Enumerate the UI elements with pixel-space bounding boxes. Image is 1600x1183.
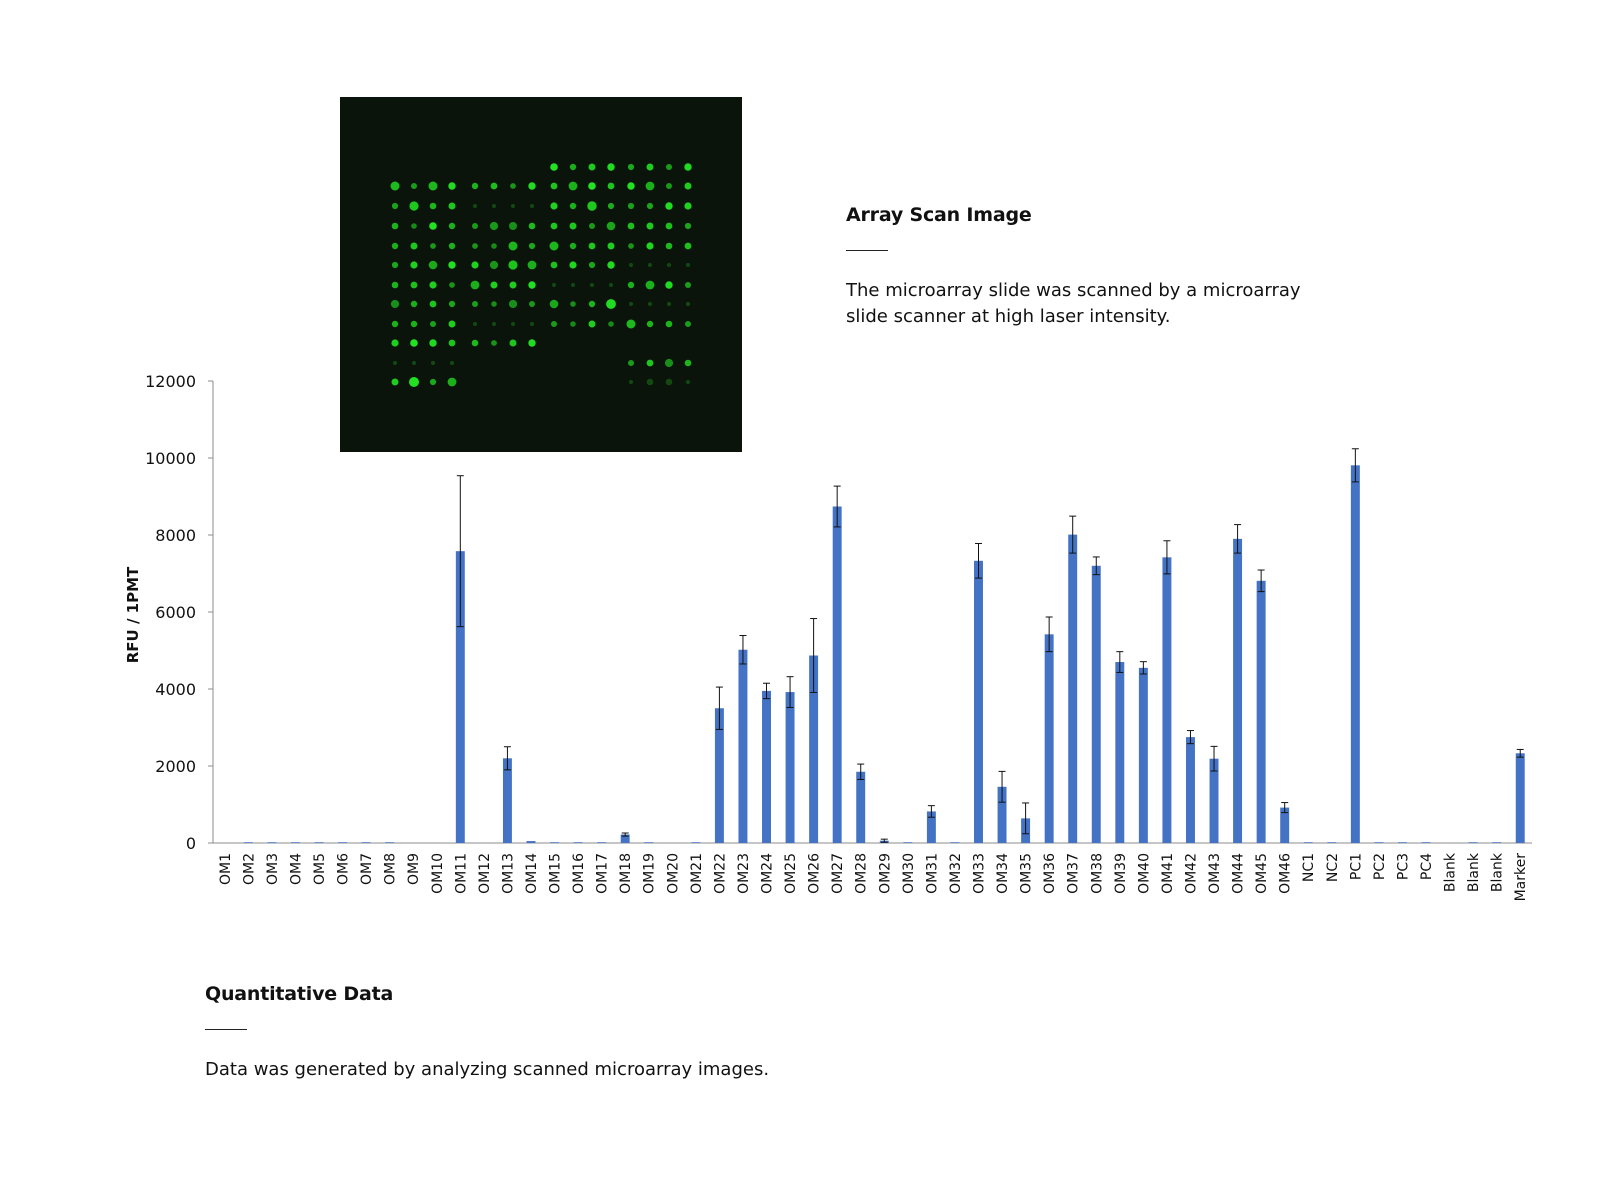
array-spot (392, 282, 399, 289)
bar (1257, 581, 1266, 843)
array-spot (685, 360, 692, 367)
bar (833, 507, 842, 843)
bar (574, 842, 583, 843)
y-tick-label: 4000 (155, 680, 196, 699)
y-tick-label: 10000 (145, 449, 196, 468)
array-spot (508, 260, 517, 269)
array-spot (647, 203, 653, 209)
array-spot (551, 321, 557, 327)
array-spot (392, 379, 399, 386)
array-spot (587, 201, 596, 210)
array-spot (510, 183, 516, 189)
array-spot (430, 203, 437, 210)
x-tick-label: OM25 (783, 853, 800, 894)
x-tick-label: OM44 (1230, 853, 1247, 894)
bar (903, 842, 912, 843)
bar (1492, 842, 1501, 843)
bar (1162, 557, 1171, 843)
y-tick-label: 8000 (155, 526, 196, 545)
array-scan-divider (846, 250, 888, 251)
x-tick-label: OM21 (688, 853, 705, 894)
x-tick-label: OM8 (382, 853, 399, 886)
array-spot (449, 223, 455, 229)
quantitative-data-divider (205, 1029, 247, 1030)
bar (1398, 842, 1407, 843)
array-spot (588, 182, 596, 190)
x-tick-label: OM4 (288, 853, 305, 886)
array-spot (606, 299, 616, 309)
bars (244, 465, 1525, 843)
array-spot (607, 222, 616, 231)
bar (1327, 842, 1336, 843)
bar (1233, 539, 1242, 843)
array-spot (431, 361, 435, 365)
array-spot (686, 302, 690, 306)
array-spot (411, 243, 418, 250)
array-spot (490, 261, 498, 269)
x-tick-label: OM15 (547, 853, 564, 894)
array-spot (410, 339, 418, 347)
array-spot (629, 302, 633, 306)
bar (315, 842, 324, 843)
bar (1186, 737, 1195, 843)
array-spot (628, 223, 635, 230)
array-spot (647, 321, 653, 327)
x-tick-label: PC1 (1348, 853, 1365, 881)
y-tick-label: 0 (185, 834, 196, 853)
array-spot (686, 380, 690, 384)
array-spot (491, 183, 498, 190)
array-spot (528, 339, 535, 346)
array-spot (449, 243, 455, 249)
array-spot (472, 243, 478, 249)
bar (738, 650, 747, 843)
array-spot (471, 281, 480, 290)
array-spot (685, 183, 692, 190)
array-spot (570, 164, 576, 170)
array-spot (569, 261, 576, 268)
x-tick-label: OM18 (618, 853, 635, 894)
array-spot (429, 182, 438, 191)
x-tick-label: OM16 (571, 853, 588, 894)
x-tick-label: PC3 (1395, 853, 1412, 881)
array-spot (449, 282, 455, 288)
array-spot (629, 263, 633, 267)
x-tick-label: OM46 (1277, 853, 1294, 894)
array-spot (627, 320, 636, 329)
x-tick-label: OM7 (359, 853, 376, 886)
array-spot (528, 261, 537, 270)
array-spot (529, 223, 536, 230)
bar (762, 691, 771, 843)
array-spot (552, 283, 556, 287)
x-tick-label: NC1 (1301, 853, 1318, 883)
x-tick-label: NC2 (1324, 853, 1341, 883)
bar (267, 842, 276, 843)
array-spot (492, 204, 496, 208)
x-tick-label: OM41 (1159, 853, 1176, 894)
array-spot (686, 263, 690, 267)
array-spot (570, 203, 576, 209)
array-spot (646, 182, 655, 191)
array-spot (449, 340, 456, 347)
bar (244, 842, 253, 843)
array-spot (429, 281, 436, 288)
y-tick-label: 6000 (155, 603, 196, 622)
x-tick-label: OM32 (947, 853, 964, 894)
array-spot (430, 321, 436, 327)
array-spot (666, 164, 672, 170)
array-spot (608, 243, 615, 250)
array-spot (607, 163, 614, 170)
array-spot (392, 243, 398, 249)
array-spot (509, 222, 517, 230)
x-tick-label: OM27 (830, 853, 847, 894)
array-spot (666, 183, 672, 189)
x-tick-label: OM33 (971, 853, 988, 894)
array-spot (646, 242, 653, 249)
array-spot (685, 223, 691, 229)
array-spot (509, 242, 518, 251)
array-spot (471, 261, 478, 268)
error-bars (457, 449, 1524, 842)
x-tick-label: OM17 (594, 853, 611, 894)
array-spot (409, 201, 418, 210)
bar (526, 841, 535, 843)
bar (1351, 465, 1360, 843)
x-tick-label: OM1 (217, 853, 234, 886)
x-tick-label: OM45 (1254, 853, 1271, 894)
array-spot (646, 281, 655, 290)
array-spot (411, 282, 418, 289)
bar (1374, 842, 1383, 843)
x-tick-label: OM2 (241, 853, 258, 886)
bar (503, 758, 512, 843)
array-spot (511, 322, 515, 326)
bar (691, 842, 700, 843)
x-tick-label: OM14 (523, 853, 540, 894)
array-spot (529, 243, 535, 249)
array-spot (472, 223, 478, 229)
bar (974, 561, 983, 843)
array-spot (473, 322, 477, 326)
bar (1516, 753, 1525, 843)
array-spot (667, 302, 671, 306)
array-spot (589, 301, 595, 307)
bar (1115, 662, 1124, 843)
array-spot (685, 243, 692, 250)
x-tick-label: OM37 (1065, 853, 1082, 894)
y-tick-label: 12000 (145, 372, 196, 391)
array-scan-image (340, 97, 742, 452)
x-tick-label: OM29 (877, 853, 894, 894)
array-spot (410, 261, 417, 268)
array-spot (648, 302, 652, 306)
array-spot (589, 262, 595, 268)
y-axis-label: RFU / 1PMT (124, 566, 142, 664)
x-tick-label: OM3 (264, 853, 281, 886)
array-spot (528, 182, 535, 189)
array-spot (590, 283, 594, 287)
array-spot (412, 361, 416, 365)
array-spot (570, 243, 576, 249)
array-spot (608, 183, 615, 190)
array-spot (551, 183, 558, 190)
x-tick-label: Marker (1513, 853, 1530, 902)
bar (1068, 535, 1077, 843)
x-tick-label: Blank (1466, 853, 1483, 893)
array-scan-title: Array Scan Image (846, 204, 1032, 226)
x-tick-label: OM28 (853, 853, 870, 894)
array-spot (608, 203, 614, 209)
array-spot (685, 321, 691, 327)
array-spot (647, 223, 654, 230)
x-tick-label: OM42 (1183, 853, 1200, 894)
array-spot (491, 243, 497, 249)
bar (856, 772, 865, 843)
array-spot (391, 339, 398, 346)
x-tick-label: OM6 (335, 853, 352, 886)
bar (1422, 842, 1431, 843)
x-tick-label: PC2 (1371, 853, 1388, 881)
x-tick-label: OM5 (311, 853, 328, 886)
array-spot (391, 300, 399, 308)
x-tick-label: OM34 (995, 853, 1012, 894)
array-spot (393, 361, 397, 365)
array-spot (509, 300, 517, 308)
array-spot (550, 163, 558, 171)
array-spot (409, 377, 419, 387)
array-spot (510, 340, 517, 347)
array-spot (411, 223, 417, 229)
array-spot (550, 202, 557, 209)
array-spot (607, 261, 614, 268)
array-spot (628, 164, 634, 170)
array-spot (449, 321, 456, 328)
array-spot (570, 321, 576, 327)
quantitative-data-title: Quantitative Data (205, 983, 394, 1005)
array-spot (666, 223, 673, 230)
x-tick-label: OM11 (453, 853, 470, 894)
array-spot (551, 223, 558, 230)
x-tick-label: OM12 (476, 853, 493, 894)
x-tick-label: OM23 (735, 853, 752, 894)
array-spot (392, 321, 398, 327)
x-tick-label: OM40 (1136, 853, 1153, 894)
array-spot (571, 283, 575, 287)
array-spot (608, 321, 614, 327)
bar (786, 692, 795, 843)
array-spot (472, 340, 479, 347)
x-tick-label: OM39 (1112, 853, 1129, 894)
bar (1304, 842, 1313, 843)
array-spot (665, 202, 672, 209)
bar (1469, 842, 1478, 843)
array-spot (491, 340, 497, 346)
array-spot (589, 164, 596, 171)
x-tick-label: OM26 (806, 853, 823, 894)
array-spot (665, 281, 672, 288)
array-spot (411, 321, 417, 327)
x-tick-label: OM20 (665, 853, 682, 894)
array-spot (530, 322, 534, 326)
array-spot (491, 301, 497, 307)
x-tick-labels (218, 852, 1529, 901)
array-spot (647, 360, 654, 367)
array-spot (570, 223, 577, 230)
array-spot (629, 380, 633, 384)
array-scan-description: The microarray slide was scanned by a microarray slide scanner at high laser intensity. (846, 280, 1301, 327)
bar (338, 842, 347, 843)
array-spot (449, 301, 455, 307)
array-spot (430, 301, 437, 308)
bar (644, 842, 653, 843)
array-spot (685, 282, 691, 288)
array-spot (550, 242, 559, 251)
array-spot (490, 222, 498, 230)
array-spot (528, 281, 535, 288)
bar (385, 842, 394, 843)
array-spot (628, 203, 634, 209)
array-spot (570, 301, 576, 307)
x-tick-label: Blank (1489, 853, 1506, 893)
quantitative-data-description: Data was generated by analyzing scanned microarray images. (205, 1059, 770, 1080)
array-spot (628, 243, 634, 249)
array-spot (450, 361, 454, 365)
array-spot (647, 164, 654, 171)
array-spot (429, 222, 437, 230)
array-spot (589, 321, 596, 328)
array-spot (492, 322, 496, 326)
x-tick-label: OM9 (406, 853, 423, 886)
array-spot (449, 203, 456, 210)
array-spot (473, 204, 477, 208)
array-spot (510, 282, 517, 289)
array-spot (529, 301, 535, 307)
bar (291, 842, 300, 843)
x-tick-label: OM30 (900, 853, 917, 894)
array-spot (589, 223, 595, 229)
array-spot (648, 263, 652, 267)
bar (1092, 566, 1101, 843)
array-spot (411, 183, 417, 189)
array-spot (628, 360, 634, 366)
x-tick-label: OM31 (924, 853, 941, 894)
array-spot (429, 261, 438, 270)
array-spot (665, 359, 673, 367)
bar (1045, 634, 1054, 843)
array-spot (392, 262, 398, 268)
bar (550, 842, 559, 843)
array-spot (551, 262, 558, 269)
x-tick-label: OM22 (712, 853, 729, 894)
array-spot (392, 223, 399, 230)
array-spot (530, 204, 534, 208)
bar (1139, 668, 1148, 843)
y-tick-label: 2000 (155, 757, 196, 776)
array-spot (589, 243, 596, 250)
x-tick-label: OM10 (429, 853, 446, 894)
x-tick-label: OM19 (641, 853, 658, 894)
x-tick-label: OM43 (1207, 853, 1224, 894)
array-spot (448, 182, 455, 189)
x-tick-label: Blank (1442, 853, 1459, 893)
x-tick-label: OM35 (1018, 853, 1035, 894)
array-spot (430, 379, 436, 385)
array-spot (430, 243, 436, 249)
array-spot (448, 261, 455, 268)
bar (362, 842, 371, 843)
array-spot (472, 183, 478, 189)
array-spot (429, 339, 436, 346)
array-spot (511, 204, 515, 208)
x-tick-label: OM36 (1042, 853, 1059, 894)
array-spot (627, 182, 634, 189)
array-spot (628, 282, 634, 288)
array-spot (411, 301, 417, 307)
x-tick-label: OM38 (1089, 853, 1106, 894)
array-spot (392, 203, 398, 209)
array-spot (666, 379, 673, 386)
y-ticks (145, 372, 213, 853)
array-spot (666, 321, 673, 328)
array-spot (647, 379, 654, 386)
x-tick-label: PC4 (1419, 853, 1436, 881)
bar (950, 842, 959, 843)
array-spot (684, 163, 691, 170)
x-tick-label: OM24 (759, 853, 776, 894)
array-spot (550, 300, 559, 309)
array-spot (666, 243, 673, 250)
array-spot (448, 378, 457, 387)
array-spot (609, 283, 613, 287)
array-spot (472, 301, 478, 307)
array-spot (391, 182, 400, 191)
array-spot (569, 182, 578, 191)
array-spot (667, 263, 671, 267)
bar (597, 842, 606, 843)
array-spot (491, 282, 498, 289)
x-tick-label: OM13 (500, 853, 517, 894)
array-spot (684, 202, 691, 209)
